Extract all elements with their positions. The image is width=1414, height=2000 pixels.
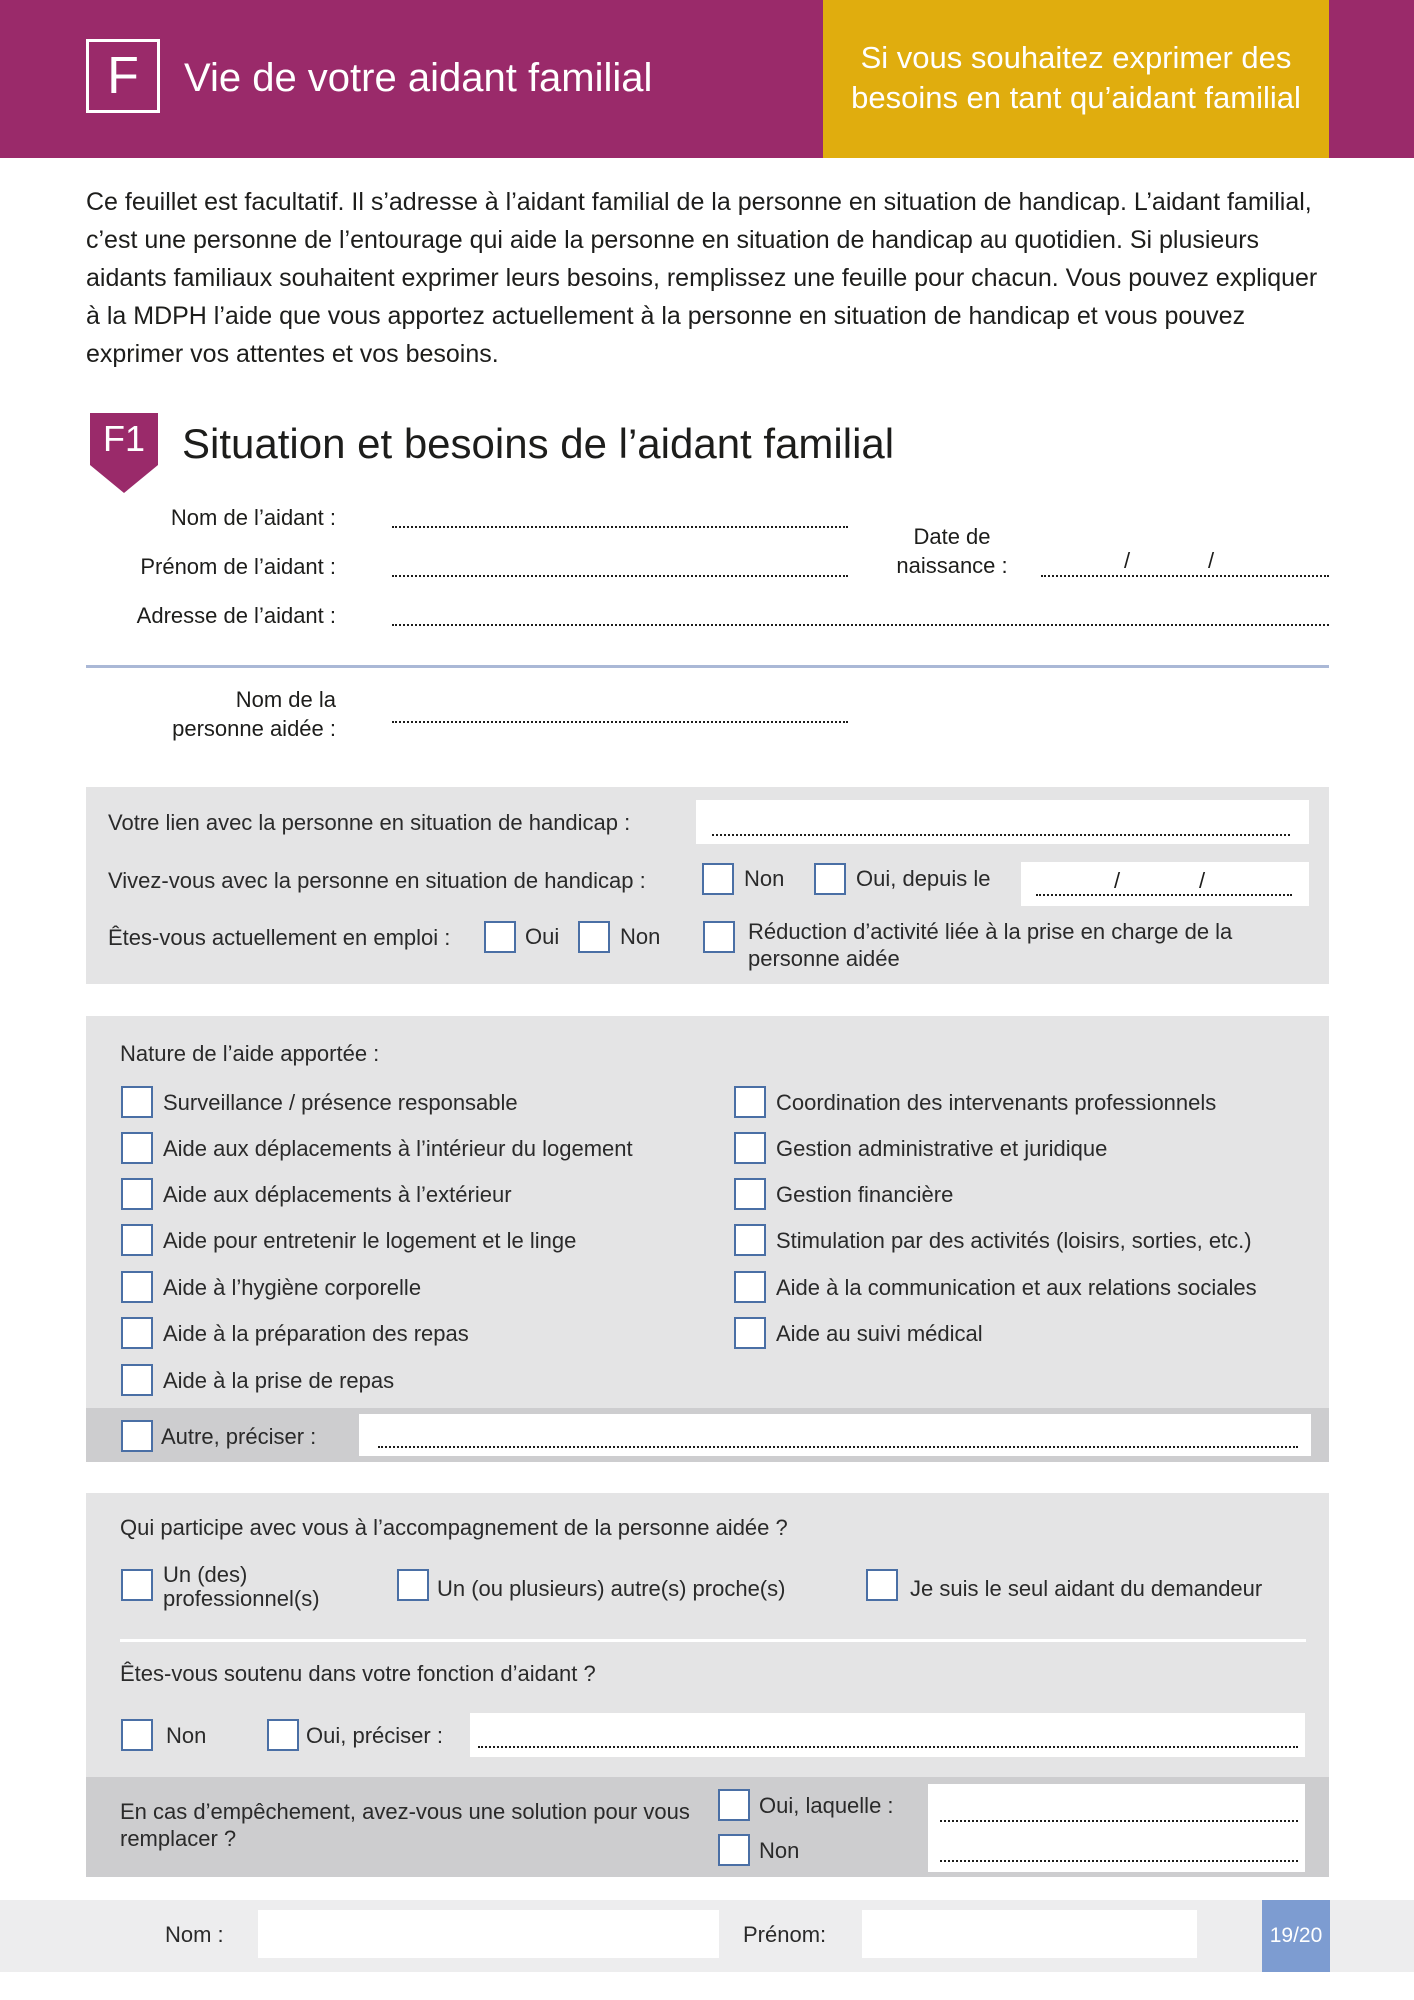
autre-checkbox[interactable] <box>121 1420 153 1452</box>
lien-input[interactable] <box>696 800 1309 844</box>
nature-checkbox[interactable] <box>121 1178 153 1210</box>
nature-option: Aide à la communication et aux relations sociales <box>776 1275 1257 1300</box>
nature-option: Gestion administrative et juridique <box>776 1136 1108 1161</box>
date-separator: / <box>1114 868 1121 893</box>
vivez-depuis-input[interactable] <box>1021 862 1309 906</box>
divider <box>86 665 1329 668</box>
footer-nom-label: Nom : <box>165 1922 224 1947</box>
autre-label: Autre, préciser : <box>161 1424 317 1449</box>
accompagnement-proche-label: Un (ou plusieurs) autre(s) proche(s) <box>437 1576 786 1601</box>
section-badge: F1 <box>90 413 158 465</box>
nature-option: Aide aux déplacements à l’intérieur du logement <box>163 1136 633 1161</box>
vivez-label: Vivez-vous avec la personne en situation de handicap : <box>108 868 646 893</box>
prenom-aidant-field[interactable] <box>392 575 848 577</box>
empechement-non-checkbox[interactable] <box>718 1834 750 1866</box>
adresse-aidant-label: Adresse de l’aidant : <box>136 603 336 628</box>
page-number: 19/20 <box>1262 1900 1330 1972</box>
nature-checkbox[interactable] <box>121 1086 153 1118</box>
soutenu-oui-checkbox[interactable] <box>267 1719 299 1751</box>
nature-option: Aide au suivi médical <box>776 1321 983 1346</box>
empechement-non-label: Non <box>759 1838 800 1863</box>
nature-option: Aide aux déplacements à l’extérieur <box>163 1182 512 1207</box>
nature-option: Aide à la préparation des repas <box>163 1321 469 1346</box>
emploi-oui-label: Oui <box>525 924 560 949</box>
nature-label: Nature de l’aide apportée : <box>120 1041 380 1066</box>
emploi-label: Êtes-vous actuellement en emploi : <box>108 925 451 950</box>
nature-checkbox[interactable] <box>734 1271 766 1303</box>
soutenu-oui-label: Oui, préciser : <box>306 1723 443 1748</box>
section-badge-arrow <box>90 465 158 493</box>
empechement-oui-label: Oui, laquelle : <box>759 1793 894 1818</box>
nature-checkbox[interactable] <box>734 1086 766 1118</box>
reduction-checkbox[interactable] <box>703 921 735 953</box>
page-header <box>0 0 1414 158</box>
header-tag: Si vous souhaitez exprimer des besoins en tant qu’aidant familial <box>823 0 1329 158</box>
date-separator: / <box>1124 548 1131 573</box>
accompagnement-question: Qui participe avec vous à l’accompagnement de la personne aidée ? <box>120 1515 788 1540</box>
soutenu-non-label: Non <box>166 1723 207 1748</box>
nature-checkbox[interactable] <box>121 1132 153 1164</box>
nom-aidee-field[interactable] <box>392 721 848 723</box>
accompagnement-pro-label: Un (des) professionnel(s) <box>163 1562 320 1611</box>
divider <box>120 1639 1306 1642</box>
date-separator: / <box>1199 868 1206 893</box>
nature-checkbox[interactable] <box>121 1364 153 1396</box>
nature-option: Aide à la prise de repas <box>163 1368 395 1393</box>
intro-paragraph: Ce feuillet est facultatif. Il s’adresse à l’aidant familial de la personne en situation de handicap. L’aidant familial, c’est une personne de l’entourage qui aide la personne en situation de handicap au quotidien. Si plusieurs aidants familiaux souhaitent exprimer leurs besoins, remplissez une feuille pour chacun. Vous pouvez expliquer à la MDPH l’aide que vous apportez actuellement à la personne en situation de handicap et vous pouvez exprimer vos attentes et vos besoins. <box>86 188 1318 368</box>
page-title: Vie de votre aidant familial <box>184 56 653 100</box>
soutenu-input[interactable] <box>470 1713 1305 1757</box>
nom-aidee-label-1: Nom de la <box>235 687 336 712</box>
date-separator: / <box>1208 548 1215 573</box>
nature-option: Surveillance / présence responsable <box>163 1090 518 1115</box>
emploi-oui-checkbox[interactable] <box>484 921 516 953</box>
prenom-aidant-label: Prénom de l’aidant : <box>140 554 336 579</box>
section-title: Situation et besoins de l’aidant familial <box>182 420 895 467</box>
nature-option: Coordination des intervenants professionnels <box>776 1090 1217 1115</box>
empechement-input-dots <box>940 1820 1298 1822</box>
nom-aidant-label: Nom de l’aidant : <box>170 505 336 530</box>
vivez-oui-label: Oui, depuis le <box>856 866 991 891</box>
nature-checkbox[interactable] <box>734 1317 766 1349</box>
date-naissance-label-2: naissance : <box>896 553 1008 578</box>
footer-nom-input[interactable] <box>258 1910 719 1958</box>
nature-checkbox[interactable] <box>121 1224 153 1256</box>
emploi-non-label: Non <box>620 924 661 949</box>
empechement-input-dots <box>940 1860 1298 1862</box>
nom-aidee-label-2: personne aidée : <box>172 716 336 741</box>
footer-prenom-label: Prénom: <box>743 1922 827 1947</box>
nature-option: Aide pour entretenir le logement et le linge <box>163 1228 577 1253</box>
footer-prenom-input[interactable] <box>862 1910 1197 1958</box>
vivez-non-label: Non <box>744 866 785 891</box>
lien-label: Votre lien avec la personne en situation de handicap : <box>108 810 631 835</box>
soutenu-input-dots <box>478 1746 1298 1748</box>
accompagnement-seul-label: Je suis le seul aidant du demandeur <box>910 1576 1263 1601</box>
autre-input-dots <box>378 1446 1298 1448</box>
nature-checkbox[interactable] <box>121 1317 153 1349</box>
reduction-label: Réduction d’activité liée à la prise en charge de la personne aidée <box>748 919 1233 971</box>
nature-checkbox[interactable] <box>734 1224 766 1256</box>
accompagnement-seul-checkbox[interactable] <box>866 1569 898 1601</box>
nature-option: Aide à l’hygiène corporelle <box>163 1275 422 1300</box>
empechement-input[interactable] <box>928 1784 1305 1872</box>
nom-aidant-field[interactable] <box>392 526 848 528</box>
soutenu-question: Êtes-vous soutenu dans votre fonction d’aidant ? <box>120 1661 596 1686</box>
empechement-oui-checkbox[interactable] <box>718 1789 750 1821</box>
vivez-oui-checkbox[interactable] <box>814 863 846 895</box>
nature-checkbox[interactable] <box>734 1132 766 1164</box>
date-naissance-label-1: Date de <box>913 524 991 549</box>
lien-input-dots <box>712 834 1290 836</box>
adresse-aidant-field[interactable] <box>392 624 1329 626</box>
accompagnement-pro-checkbox[interactable] <box>121 1569 153 1601</box>
nature-checkbox[interactable] <box>734 1178 766 1210</box>
nature-checkbox[interactable] <box>121 1271 153 1303</box>
emploi-non-checkbox[interactable] <box>578 921 610 953</box>
autre-input[interactable] <box>359 1414 1311 1456</box>
date-naissance-field[interactable] <box>1041 575 1329 577</box>
nature-option: Gestion financière <box>776 1182 954 1207</box>
vivez-depuis-dots <box>1036 894 1292 896</box>
accompagnement-proche-checkbox[interactable] <box>397 1569 429 1601</box>
vivez-non-checkbox[interactable] <box>702 863 734 895</box>
page-footer <box>0 1900 1414 1972</box>
soutenu-non-checkbox[interactable] <box>121 1719 153 1751</box>
empechement-question: En cas d’empêchement, avez-vous une solution pour vous remplacer ? <box>120 1799 690 1851</box>
section-letter: F <box>86 39 160 113</box>
nature-option: Stimulation par des activités (loisirs, sorties, etc.) <box>776 1228 1252 1253</box>
